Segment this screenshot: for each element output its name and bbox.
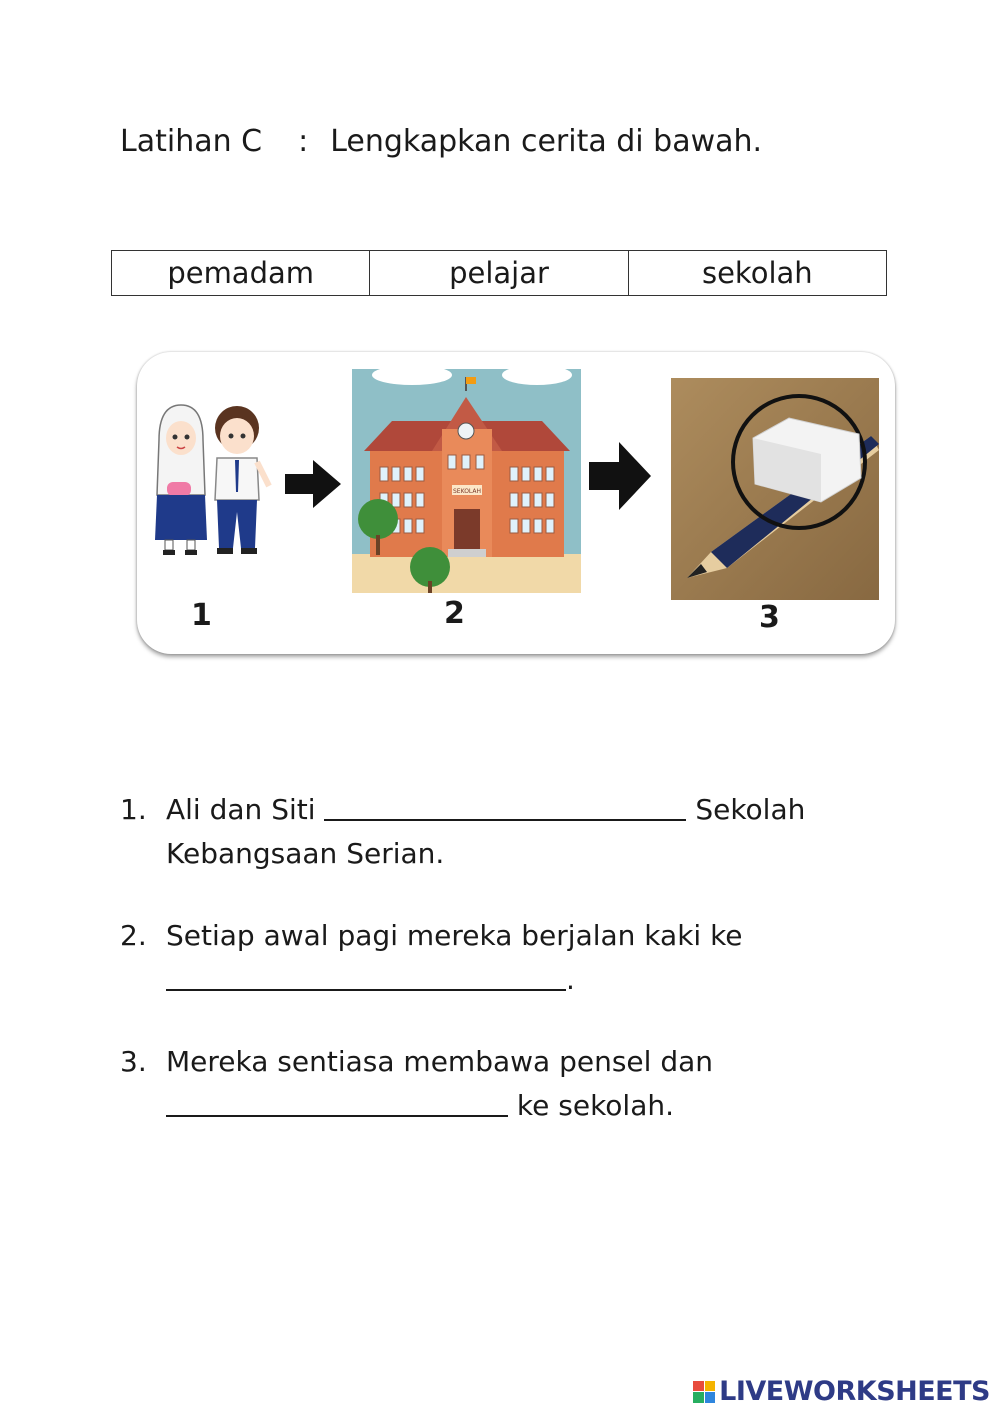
logo-square [693, 1392, 704, 1403]
arrow-right-icon [587, 440, 653, 512]
question-number: 3. [120, 1045, 147, 1078]
question-number: 2. [120, 919, 147, 952]
question-list [120, 788, 880, 1166]
school-sign-text: SEKOLAH [452, 488, 482, 495]
brand-watermark [693, 1376, 990, 1407]
question-item [120, 788, 880, 876]
answer-blank[interactable] [324, 789, 686, 821]
word-bank-table [111, 250, 887, 296]
word-bank-item[interactable]: pelajar [370, 251, 628, 295]
brand-logo-icon [693, 1381, 715, 1403]
question-item [120, 1040, 880, 1128]
exercise-label: Latihan C [120, 124, 263, 159]
students-icon [145, 400, 275, 560]
answer-blank[interactable] [166, 959, 566, 991]
question-text-after: . [566, 963, 575, 996]
logo-square [705, 1392, 716, 1403]
worksheet-heading [120, 124, 762, 159]
picture-number: 3 [759, 600, 780, 635]
picture-number: 2 [444, 596, 465, 631]
school-building-icon [352, 369, 581, 593]
question-number: 1. [120, 793, 147, 826]
logo-square [705, 1381, 716, 1392]
brand-name: LIVEWORKSHEETS [719, 1376, 990, 1407]
question-text-before: Ali dan Siti [166, 793, 316, 826]
question-text-before: Mereka sentiasa membawa pensel dan [166, 1045, 713, 1078]
heading-colon: : [298, 124, 309, 159]
question-text-before: Setiap awal pagi mereka berjalan kaki ke [166, 919, 743, 952]
word-bank-item[interactable]: sekolah [701, 256, 813, 290]
picture-number: 1 [191, 598, 212, 633]
question-text-after: Sekolah Kebangsaan Serian. [166, 793, 806, 870]
word-bank-item[interactable]: pemadam [112, 251, 370, 295]
logo-square [693, 1381, 704, 1392]
question-item [120, 914, 880, 1002]
instruction-text: Lengkapkan cerita di bawah. [330, 124, 763, 159]
arrow-right-icon [283, 458, 343, 510]
answer-blank[interactable] [166, 1085, 508, 1117]
eraser-pencil-icon [671, 378, 879, 600]
picture-sequence-panel [137, 352, 895, 654]
question-text-after: ke sekolah. [516, 1089, 674, 1122]
